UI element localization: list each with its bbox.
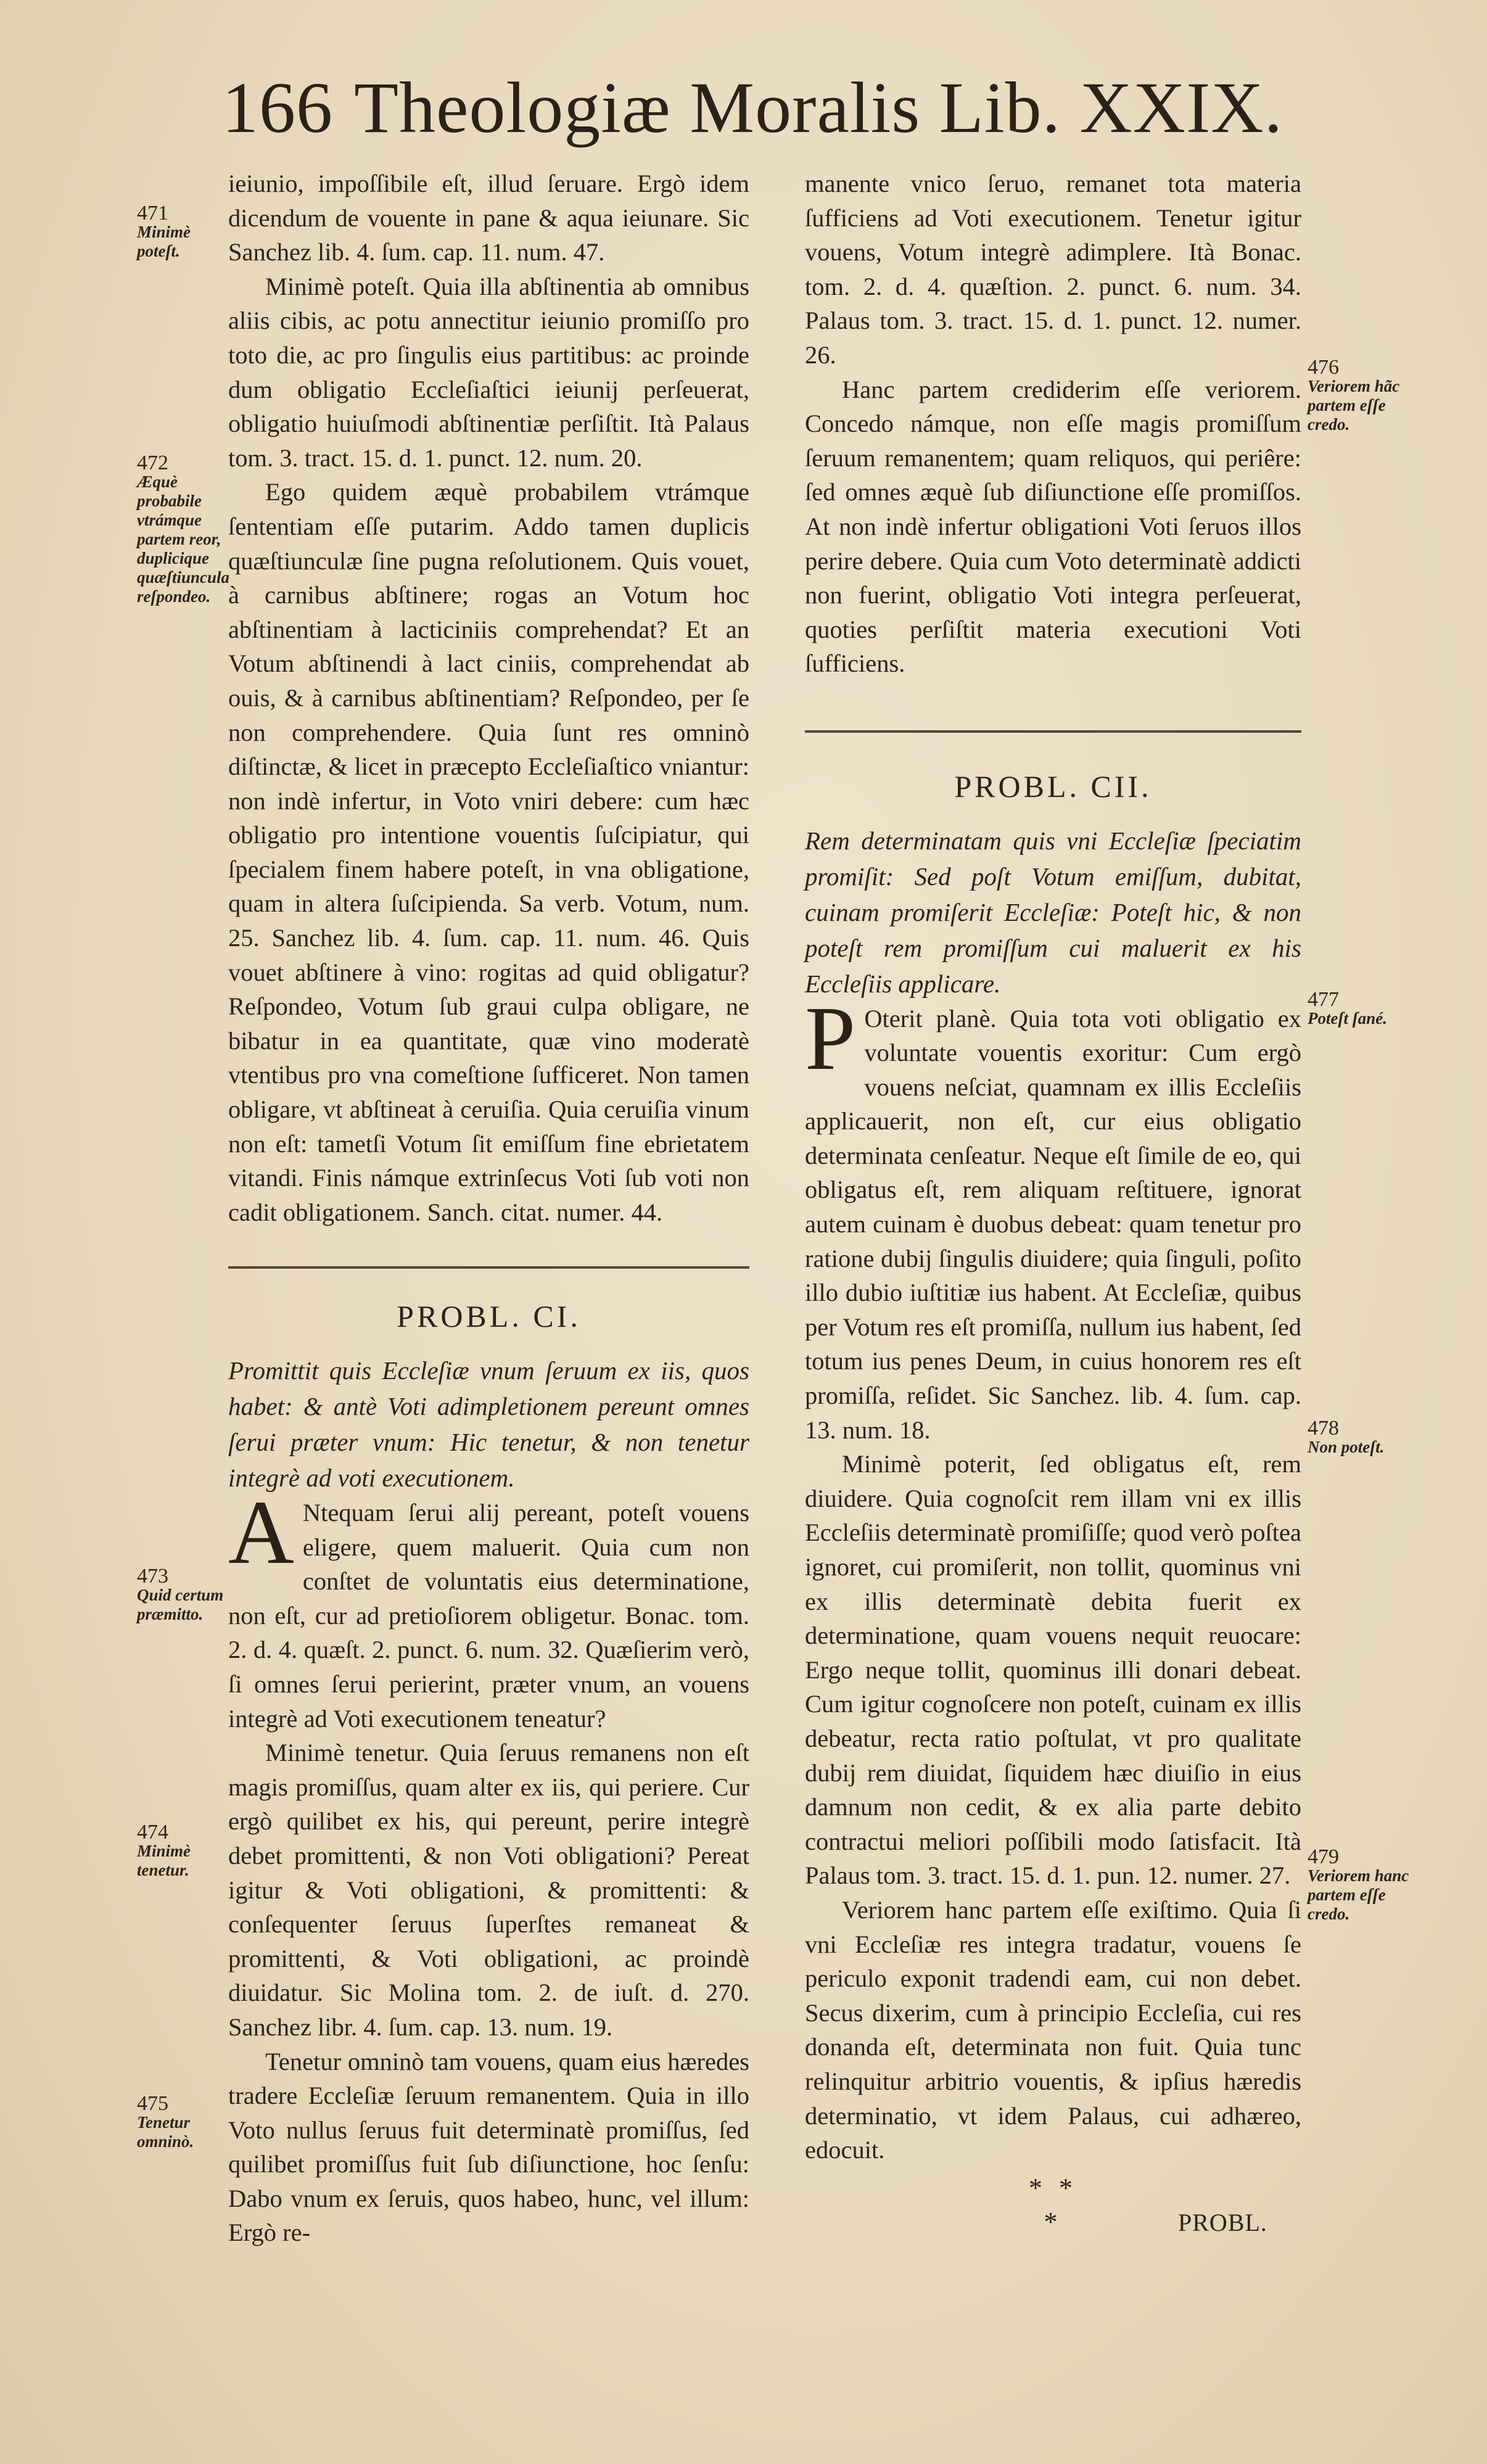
paragraph: Minimè poteſt. Quia illa abſtinentia ab omnibus aliis cibis, ac potu annectitur ieiunio promiſſo pro toto die, ac pro ſingulis eius partitibus: ac proinde dum obligatio Eccleſiaſtici ieiunij perſeuerat, obligatio huiuſmodi abſtinentiæ perſiſtit. Ità Palaus tom. 3. tract. 15. d. 1. punct. 12. num. 20. — [228, 272, 749, 472]
margin-note-476 — [1308, 358, 1422, 434]
drop-cap: P — [805, 987, 856, 1089]
paragraph-with-initial — [805, 987, 1301, 1448]
paragraph-with-initial — [228, 1482, 749, 1736]
note-text: Poteſt ſané. — [1308, 1009, 1387, 1028]
paragraph: manente vnico ſeruo, remanet tota materia ſufficiens ad Voti executionem. Tenetur igitur vouens, Votum integrè adimplere. Ità Bonac. tom. 2. d. 4. quæſtion. 2. punct. 6. num. 34. Palaus tom. 3. tract. 15. d. 1. punct. 12. numer. 26. — [805, 170, 1301, 369]
margin-note-475 — [137, 2094, 226, 2151]
left-column — [228, 167, 749, 2250]
note-text: Veriorem hanc partem eſſe credo. — [1308, 1866, 1409, 1923]
problem-heading: PROBL. CII. — [954, 768, 1152, 804]
paragraph: Tenetur omninò tam vouens, quam eius hæredes tradere Eccleſiæ ſeruum remanentem. Quia in illo Voto nullus ſeruus fuit determinatè promiſſus, ſed quilibet promiſſus fuit ſub diſiunctione, hoc ſenſu: Dabo vnum ex ſeruis, quos habeo, hunc, vel illum: Ergò re- — [228, 2047, 749, 2247]
catchword: PROBL. — [1178, 2209, 1267, 2236]
paragraph: Hanc partem crediderim eſſe veriorem. Concedo námque, non eſſe magis promiſſum ſeruum remanentem; quam reliquos, qui periêre: ſed omnes æquè ſub diſiunctione eſſe promiſſos. At non indè infertur obligationi Voti ſeruos illos perire debere. Quia cum Voto determinatè addicti non fuerint, obligatio Voti integra perſeuerat, quoties perſiſtit materia executioni Voti ſufficiens. — [805, 375, 1301, 678]
problem-heading: PROBL. CI. — [397, 1299, 581, 1334]
note-text: Minimè tenetur. — [137, 1842, 191, 1879]
note-number: 473 — [137, 1565, 168, 1588]
page-title: Theologiæ Moralis Lib. XXIX. — [354, 67, 1283, 148]
note-number: 472 — [137, 451, 168, 474]
section-divider — [228, 1266, 749, 1269]
right-column — [805, 167, 1301, 2239]
margin-note-472 — [137, 451, 230, 606]
margin-note-474 — [137, 1823, 226, 1880]
page-number: 166 — [222, 67, 333, 148]
paragraph: Ego quidem æquè probabilem vtrámque ſententiam eſſe putarim. Addo tamen duplicis quæſtiunculæ ſine pugna reſolutionem. Quis vouet, à carnibus abſtinere; rogas an Votum hoc abſtinentiam à lacticiniis comprehendat? Et an Votum abſtinendi à lact ciniis, comprehendat ab ouis, & à carnibus abſtinentiam? Reſpondeo, per ſe non comprehendere. Quia ſunt res omninò diſtinctæ, & licet in præcepto Eccleſiaſtico vniantur: non indè infertur, in Voto vniri debere: cum hæc obligatio pro intentione vouentis ſuſcipiatur, qui ſpecialem finem habere poteſt, in vna obligatione, quam in altera ſuſcipienda. Sa verb. Votum, num. 25. Sanchez lib. 4. ſum. cap. 11. num. 46. Quis vouet abſtinere à vino: rogitas ad quid obligatur? Reſpondeo, Votum ſub graui culpa obligare, ne bibatur in ea quantitate, quæ vino moderatè vtentibus pro vna comeſtione ſufficeret. Non tamen obligare, vt abſtineat à ceruiſia. Quia ceruiſia vinum non eſt: tametſi Votum ſit emiſſum fine ebrietatem vitandi. Finis námque extrinſecus Voti ſub voti non cadit obligationem. Sanch. citat. numer. 44. — [228, 478, 749, 1226]
note-text: Quid certum præmitto. — [137, 1586, 224, 1623]
section-divider — [805, 730, 1301, 733]
note-number: 474 — [137, 1821, 168, 1844]
margin-note-471 — [137, 204, 226, 261]
paragraph-text: Oterit planè. Quia tota voti obligatio ex voluntate vouentis exoritur: Cum ergò vouens neſciat, quamnam ex illis Eccleſiis applicauerit, non eſt, cur eius obligatio determinata cenſeatur. Neque eſt ſimile de eo, qui obligatus eſt, rem aliquam reſtituere, ignorat autem cuinam è duobus debeat: quam tenetur pro ratione dubij ſingulis diuidere; quia ſinguli, poſito illo dubio iuſtitiæ ius habent. At Eccleſiæ, quibus per Votum res eſt promiſſa, nullum ius habent, ſed totum ius penes Deum, in cuius honorem res eſt promiſſa, reſidet. Sic Sanchez. lib. 4. ſum. cap. 13. num. 18. — [805, 1004, 1301, 1444]
note-text: Non poteſt. — [1308, 1438, 1385, 1456]
note-text: Veriorem hãc partem eſſe credo. — [1308, 377, 1400, 434]
paragraph: Veriorem hanc partem eſſe exiſtimo. Quia ſi vni Eccleſiæ res integra tradatur, vouens ſe periculo exponit tradendi eam, cui non debet. Secus dixerim, cum à principio Eccleſia, cui res donanda eſt, determinata non fuit. Quia tunc relinquitur arbitrio vouentis, & ipſius hæredis determinatio, vt idem Palaus, cui adhæreo, edocuit. — [805, 1895, 1301, 2164]
paragraph: ieiunio, impoſſibile eſt, illud ſeruare. Ergò idem dicendum de vouente in pane & aqua ieiunare. Sic Sanchez lib. 4. ſum. cap. 11. num. 47. — [228, 170, 749, 266]
margin-note-479 — [1308, 1847, 1422, 1924]
margin-note-473 — [137, 1567, 226, 1624]
note-text: Minimè poteſt. — [137, 223, 191, 260]
drop-cap: A — [228, 1482, 294, 1583]
problem-statement: Promittit quis Eccleſiæ vnum ſeruum ex iis, quos habet: & antè Voti adimpletionem pereunt omnes ſerui præter vnum: Hic tenetur, & non tenetur integrè ad voti executionem. — [228, 1356, 749, 1492]
note-number: 478 — [1308, 1417, 1339, 1440]
note-number: 476 — [1308, 356, 1339, 379]
note-number: 471 — [137, 202, 168, 225]
closing-ornament: * * * — [1029, 2172, 1077, 2238]
paragraph-text: Ntequam ſerui alij pereant, poteſt vouens eligere, quem maluerit. Quia cum non conſtet de voluntatis eius determinatione, non eſt, cur ad pretioſiorem obligetur. Bonac. tom. 2. d. 4. quæſt. 2. punct. 6. num. 32. Quæſierim verò, ſi omnes ſerui perierint, præter vnum, an vouens integrè ad Voti executionem teneatur? — [228, 1499, 749, 1733]
note-number: 475 — [137, 2092, 168, 2115]
running-head — [222, 68, 1283, 148]
note-text: Æquè probabile vtrámque partem reor, duplicique quæſtiuncula reſpondeo. — [137, 472, 230, 606]
note-number: 479 — [1308, 1845, 1339, 1868]
note-number: 477 — [1308, 988, 1339, 1011]
problem-statement: Rem determinatam quis vni Eccleſiæ ſpeciatim promiſit: Sed poſt Votum emiſſum, dubitat, cuinam promiſerit Eccleſiæ: Poteſt hic, & non poteſt rem promiſſum cui maluerit ex his Eccleſiis applicare. — [805, 826, 1301, 998]
paragraph: Minimè tenetur. Quia ſeruus remanens non eſt magis promiſſus, quam alter ex iis, qui periere. Cur ergò quilibet ex his, qui pereunt, perire integrè debet promittenti, & non Voti obligationi? Pereat igitur & Voti obligationi, & promittenti: & conſequenter ſeruus ſuperſtes remaneat & promittenti, & Voti obligationi, ac proindè diuidatur. Sic Molina tom. 2. de iuſt. d. 270. Sanchez libr. 4. ſum. cap. 13. num. 19. — [228, 1739, 749, 2041]
note-text: Tenetur omninò. — [137, 2113, 194, 2151]
margin-note-477 — [1308, 990, 1422, 1028]
margin-note-478 — [1308, 1419, 1422, 1457]
paragraph: Minimè poterit, ſed obligatus eſt, rem diuidere. Quia cognoſcit rem illam vni ex illis Eccleſiis determinatè promiſiſſe; quod verò poſtea ignoret, cui promiſerit, non tollit, quominus vni ex illis determinatè debita fuerit ex determinatione, quam vouens nequit reuocare: Ergo neque tollit, quominus illi donari debeat. Cum igitur cognoſcere non poteſt, cuinam ex illis debeatur, recta ratio poſtulat, vt pro qualitate dubij rem diuidat, ſiquidem hæc diuiſio in eius damnum non cedit, & ex alia parte debito contractui meliori poſſibili modo ſatisfacit. Ità Palaus tom. 3. tract. 15. d. 1. pun. 12. numer. 27. — [805, 1450, 1301, 1890]
